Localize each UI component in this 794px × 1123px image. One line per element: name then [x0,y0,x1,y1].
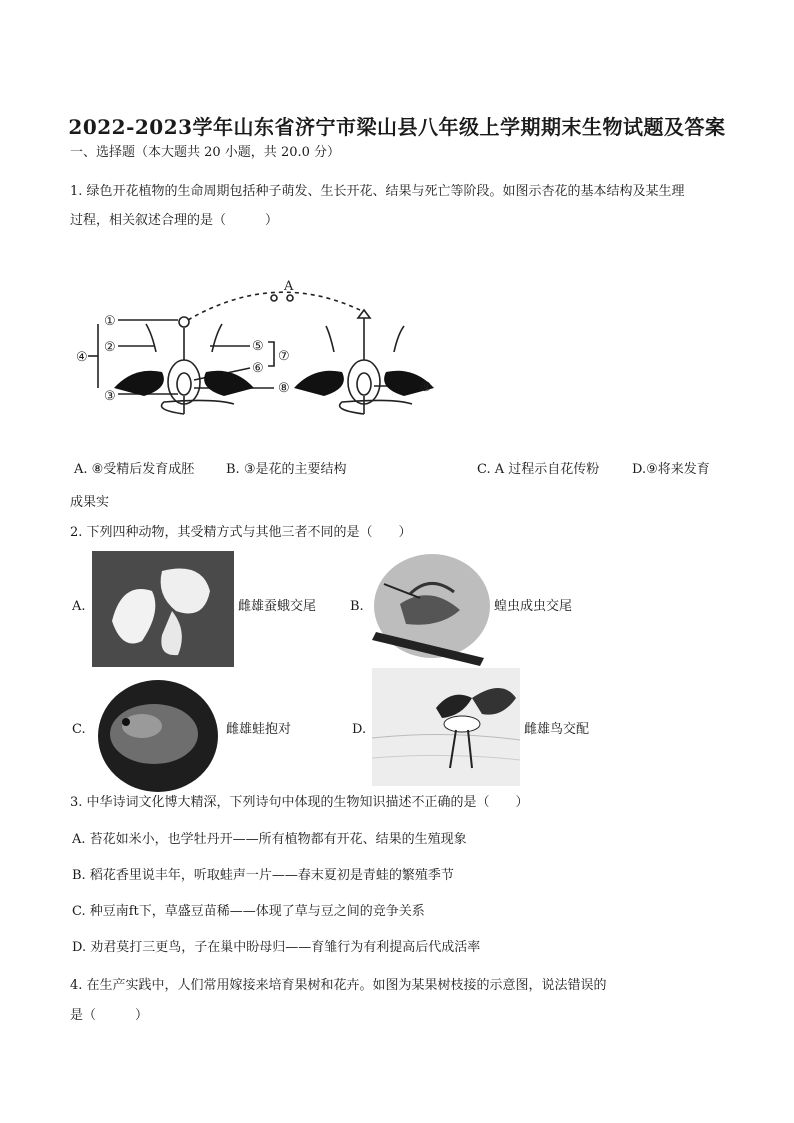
q3-option-d: D. 劝君莫打三更鸟，子在巢中盼母归——育雏行为有利提高后代成活率 [72,940,481,955]
q3-stem: 3. 中华诗词文化博大精深，下列诗句中体现的生物知识描述不正确的是（ ） [70,795,529,810]
q3-option-b: B. 稻花香里说丰年，听取蛙声一片——春末夏初是青蛙的繁殖季节 [72,868,454,883]
page-title: 2022-2023学年山东省济宁市梁山县八年级上学期期末生物试题及答案 [68,115,726,139]
q1-option-d-cont: 成果实 [70,495,110,510]
fig-label-4: ④ [76,350,88,365]
birds-photo [372,668,520,786]
fig-label-3: ③ [104,389,116,404]
q1-option-c: C. A 过程示自花传粉 [477,462,600,477]
q1-option-d: D.⑨将来发育 [632,462,710,477]
q3-option-a: A. 苔花如米小，也学牡丹开——所有植物都有开花、结果的生殖现象 [72,832,467,847]
fig-label-6: ⑥ [252,361,264,376]
frog-photo [96,676,220,794]
q2-option-a-caption: 雌雄蚕蛾交尾 [238,599,317,614]
locust-photo [370,554,490,666]
q2-option-c-caption: 雌雄蛙抱对 [226,722,292,737]
q4-stem-line1: 4. 在生产实践中，人们常用嫁接来培育果树和花卉。如图为某果树枝接的示意图，说法错误的 [70,978,607,993]
q2-option-c-letter: C. [72,722,86,737]
fig-label-A: A [284,279,294,294]
flower-structure-figure [74,276,454,422]
q2-option-b-caption: 蝗虫成虫交尾 [494,599,573,614]
fig-label-8: ⑧ [278,381,290,396]
q1-option-b: B. ③是花的主要结构 [226,462,347,477]
section-heading: 一、选择题（本大题共 20 小题，共 20.0 分） [70,145,341,160]
q1-stem-line1: 1. 绿色开花植物的生命周期包括种子萌发、生长开花、结果与死亡等阶段。如图示杏花的基本结构及某生理 [70,184,685,199]
q1-option-a: A. ⑧受精后发育成胚 [74,462,195,477]
q2-stem: 2. 下列四种动物，其受精方式与其他三者不同的是（ ） [70,525,412,540]
q2-option-a-letter: A. [72,599,86,614]
q2-option-d-caption: 雌雄鸟交配 [524,722,590,737]
q2-option-b-letter: B. [350,599,364,614]
fig-label-1: ① [104,314,116,329]
q2-option-d-letter: D. [352,722,367,737]
silkmoth-photo [92,551,234,667]
fig-label-9: ⑨ [420,380,432,395]
q1-stem-line2: 过程，相关叙述合理的是（ ） [70,213,279,228]
fig-label-5: ⑤ [252,339,264,354]
q3-option-c: C. 种豆南ft下，草盛豆苗稀——体现了草与豆之间的竞争关系 [72,904,425,919]
q4-stem-line2: 是（ ） [70,1008,149,1023]
fig-label-7: ⑦ [278,349,290,364]
fig-label-2: ② [104,340,116,355]
